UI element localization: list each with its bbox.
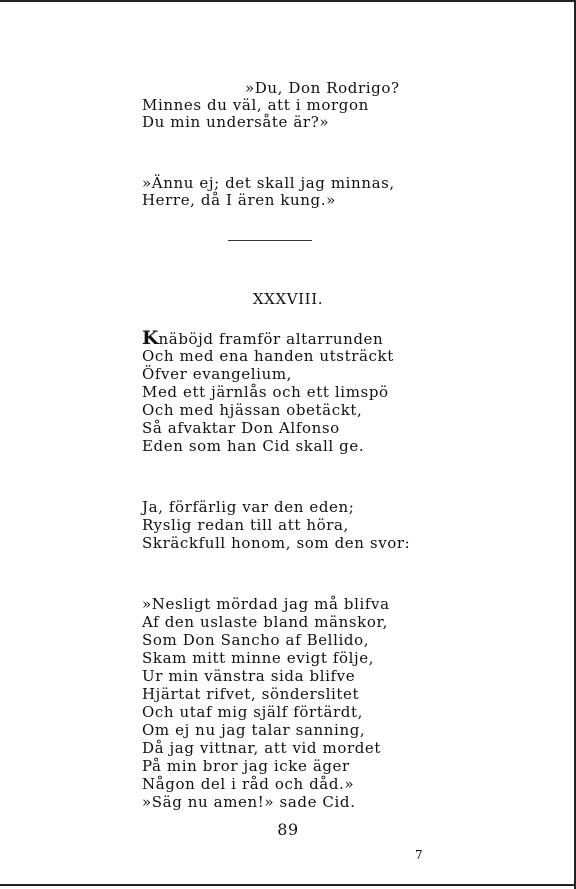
poem-line: Af den uslaste bland mänskor, [142,613,388,631]
poem-line: Om ej nu jag talar sanning, [142,721,366,739]
poem-line: »Säg nu amen!» sade Cid. [142,793,356,811]
poem-line: Herre, då I ären kung.» [142,191,336,209]
page-border-bottom [0,884,576,886]
poem-line: »Nesligt mördad jag må blifva [142,595,390,613]
section-divider [228,240,312,241]
poem-line: Och med ena handen utsträckt [142,347,394,365]
poem-line: Skam mitt minne evigt följe, [142,649,375,667]
drop-cap: K [142,327,159,349]
poem-line: Med ett järnlås och ett limspö [142,383,389,401]
poem-line-first [142,327,384,349]
poem-line: Som Don Sancho af Bellido, [142,631,370,649]
section-title: XXXVIII. [252,290,324,308]
poem-line-rest: näböjd framför altarrunden [158,330,384,348]
poem-line: Öfver evangelium, [142,365,293,383]
poem-line: Någon del i råd och dåd.» [142,775,355,793]
poem-line: Du min undersåte är?» [142,113,330,131]
poem-line: På min bror jag icke äger [142,757,350,775]
poem-line: Och med hjässan obetäckt, [142,401,363,419]
poem-line: Skräckfull honom, som den svor: [142,534,411,552]
page-number: 89 [277,820,299,839]
poem-line: Då jag vittnar, att vid mordet [142,739,382,757]
signature-mark: 7 [415,848,423,862]
poem-line: Eden som han Cid skall ge. [142,437,365,455]
poem-line: Minnes du väl, att i morgon [142,96,369,114]
poem-line: »Du, Don Rodrigo? [245,79,400,97]
poem-line: Ryslig redan till att höra, [142,516,349,534]
poem-line: Så afvaktar Don Alfonso [142,419,340,437]
poem-line: »Ännu ej; det skall jag minnas, [142,174,395,192]
poem-line: Ja, förfärlig var den eden; [142,498,355,516]
page-border-top [0,0,576,2]
poem-line: Och utaf mig själf förtärdt, [142,703,363,721]
poem-line: Hjärtat rifvet, sönderslitet [142,685,360,703]
poem-line: Ur min vänstra sida blifve [142,667,356,685]
